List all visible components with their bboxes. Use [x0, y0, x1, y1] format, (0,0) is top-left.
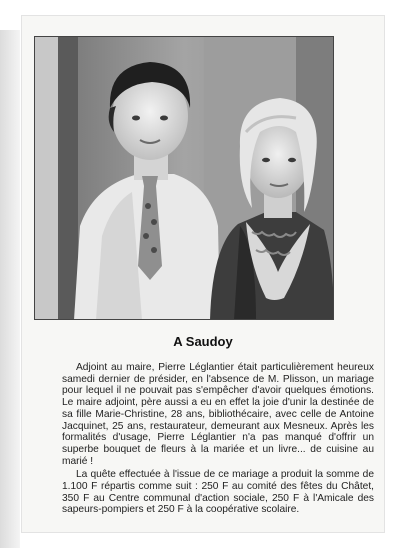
adjacent-page-bleed-right — [386, 40, 400, 540]
article-paragraph-2: La quête effectuée à l'issue de ce mariage a produit la somme de 1.100 F répartis comme suit : 250 F au comité des fêtes du Châtet, 350 F au Centre communal d'action sociale, 250 F à l'Amicale des sapeurs-pompiers et 250 F à la coopérative scolaire. — [62, 469, 374, 516]
couple-photo — [34, 36, 334, 320]
couple-photo-graphic — [34, 36, 334, 320]
article-body — [62, 362, 374, 516]
adjacent-page-bleed-left — [0, 30, 20, 548]
newspaper-clipping — [22, 16, 384, 532]
article-headline: A Saudoy — [173, 334, 233, 349]
article-paragraph-1: Adjoint au maire, Pierre Léglantier était particulièrement heureux samedi dernier de présider, en l'absence de M. Plisson, un mariage pour lequel il ne pouvait pas s'empêcher d'avoir quelques émotions. Le maire adjoint, père aussi a eu en effet la joie d'unir la destinée de sa fille Marie-Christine, 28 ans, bibliothécaire, avec celle de Antoine Jacquinet, 25 ans, restaurateur, demeurant aux Mesneux. Après les formalités d'usage, Pierre Léglantier n'a pas manqué d'offrir un superbe bouquet de fleurs à la mariée et un livre... de cuisine au marié ! — [62, 362, 374, 467]
